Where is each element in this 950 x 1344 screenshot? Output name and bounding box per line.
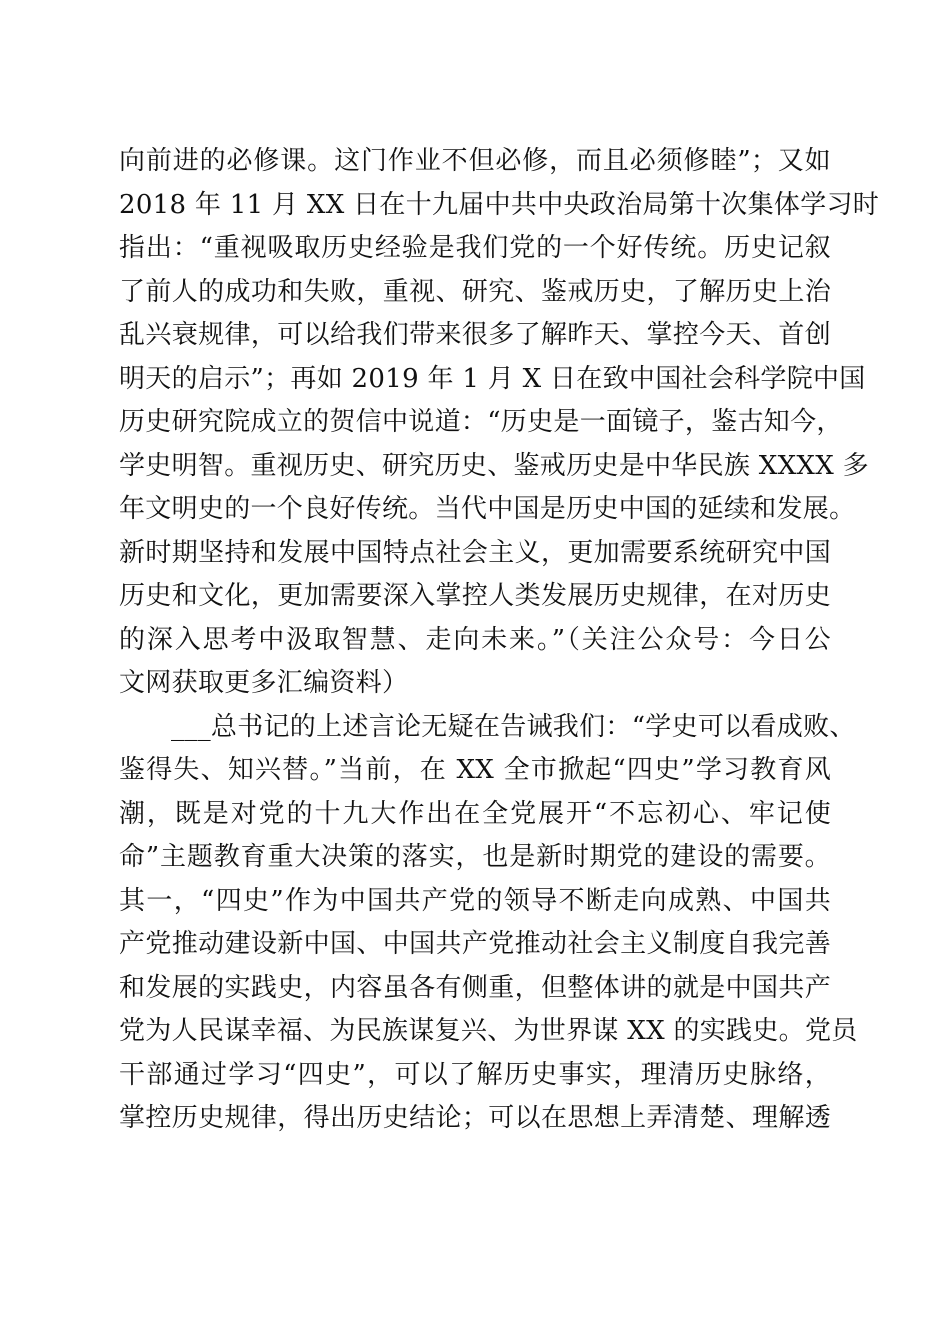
text-line: 新时期坚持和发展中国特点社会主义，更加需要系统研究中国 — [119, 537, 831, 568]
text-line: 年文明史的一个良好传统。当代中国是历史中国的延续和发展。 — [119, 494, 856, 524]
paragraph-2 — [119, 706, 858, 1141]
text-line: 鉴得失、知兴替。”当前，在 XX 全市掀起“四史”学习教育风 — [119, 755, 831, 785]
text-line: 命”主题教育重大决策的落实，也是新时期党的建设的需要。 — [119, 842, 831, 872]
paragraph-1 — [119, 140, 880, 706]
text-line: 产党推动建设新中国、中国共产党推动社会主义制度自我完善 — [119, 929, 831, 959]
text-line: 历史和文化，更加需要深入掌控人类发展历史规律，在对历史 — [119, 581, 831, 611]
text-line: 学史明智。重视历史、研究历史、鉴戒历史是中华民族 XXXX 多 — [119, 450, 869, 481]
text-line: 其一，“四史”作为中国共产党的领导不断走向成熟、中国共 — [119, 885, 831, 916]
text-line: 掌控历史规律，得出历史结论；可以在思想上弄清楚、理解透 — [119, 1103, 831, 1133]
text-line: 2018 年 11 月 XX 日在十九届中共中央政治局第十次集体学习时 — [119, 189, 880, 220]
text-line: 向前进的必修课。这门作业不但必修，而且必须修睦”；又如 — [119, 146, 831, 176]
document-body — [119, 140, 880, 1141]
text-line: 文网获取更多汇编资料） — [119, 668, 409, 698]
text-line: 了前人的成功和失败，重视、研究、鉴戒历史，了解历史上治 — [119, 276, 831, 307]
text-line: ___总书记的上述言论无疑在告诫我们：“学史可以看成败、 — [171, 711, 856, 742]
text-line: 指出：“重视吸取历史经验是我们党的一个好传统。历史记叙 — [119, 233, 831, 263]
text-line: 和发展的实践史，内容虽各有侧重，但整体讲的就是中国共产 — [119, 972, 831, 1003]
text-line: 潮，既是对党的十九大作出在全党展开“不忘初心、牢记使 — [119, 798, 831, 829]
text-line: 乱兴衰规律，可以给我们带来很多了解昨天、掌控今天、首创 — [119, 320, 831, 350]
text-line: 党为人民谋幸福、为民族谋复兴、为世界谋 XX 的实践史。党员 — [119, 1016, 858, 1046]
text-line: 历史研究院成立的贺信中说道：“历史是一面镜子，鉴古知今， — [119, 407, 843, 437]
text-line: 干部通过学习“四史”，可以了解历史事实，理清历史脉络， — [119, 1059, 831, 1090]
text-line: 的深入思考中汲取智慧、走向未来。”（关注公众号：今日公 — [119, 624, 831, 655]
text-line: 明天的启示”；再如 2019 年 1 月 X 日在致中国社会科学院中国 — [119, 363, 866, 394]
